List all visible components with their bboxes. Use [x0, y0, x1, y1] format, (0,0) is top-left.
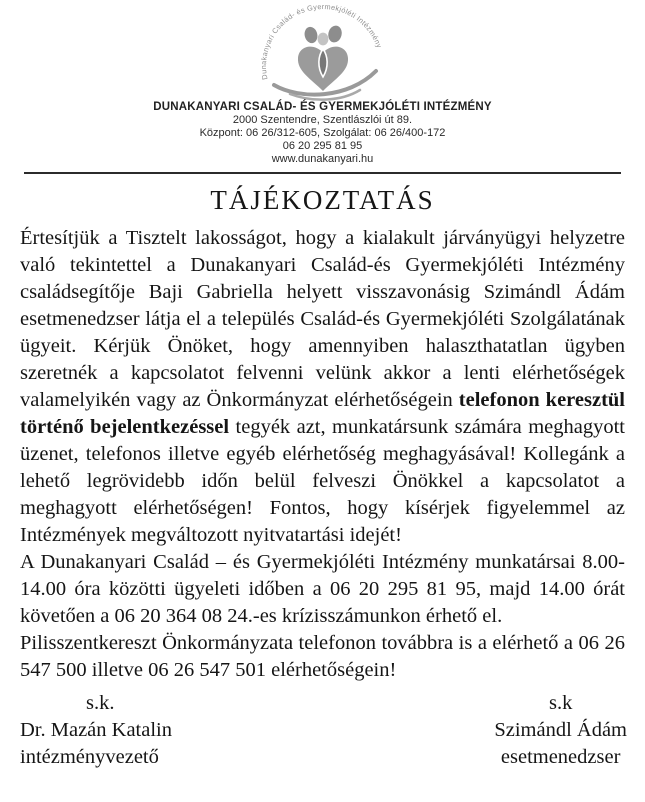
signer-name-left: Dr. Mazán Katalin — [20, 719, 172, 741]
org-mobile: 06 20 295 81 95 — [282, 140, 363, 152]
signer-name-right: Szimándl Ádám — [494, 719, 627, 741]
letterhead — [0, 101, 645, 166]
org-phones: Központ: 06 26/312-605, Szolgálat: 06 26/400-172 — [199, 127, 446, 139]
svg-text:Dunakanyari Család- és Gyermek: Dunakanyari Család- és Gyermekjóléti Intézmény — [258, 5, 384, 81]
signature-right — [494, 690, 627, 771]
paragraph-text: tegyék azt, munkatársunk számára meghagyott üzenet, telefonos illetve egyéb elérhetőség meghagyásával! Kollegánk a lehető legrövidebb időn belül felveszi Önökkel a kapcsolatot a meghagyott elérhetőségen! Fontos, hogy kísérjek figyelemmel az Intézmények megváltozott nyitvatartási idejét! — [20, 416, 625, 546]
org-logo — [0, 0, 645, 101]
family-heart-logo-icon — [238, 5, 408, 101]
child-body-shape — [318, 49, 326, 77]
child-head — [317, 33, 328, 46]
bold-phrase: telefonon keresztül történő bejelentkezéssel — [20, 389, 625, 438]
org-address: 2000 Szentendre, Szentlászlói út 89. — [232, 114, 413, 126]
sk-right: s.k — [548, 692, 573, 714]
paragraph-duty-hours: A Dunakanyari Család – és Gyermekjóléti Intézmény munkatársai 8.00-14.00 óra közötti ügyeleti időben a 06 20 295 81 95, majd 14.00 órát követően a 06 20 364 08 24.-es krízisszámunkon érhető el. — [20, 551, 625, 627]
parent-head-right — [326, 24, 343, 44]
letterhead-divider — [24, 172, 621, 174]
org-name: DUNAKANYARI CSALÁD- ÉS GYERMEKJÓLÉTI INTÉZMÉNY — [153, 101, 492, 113]
sk-left: s.k. — [86, 692, 115, 714]
signature-block — [20, 690, 627, 771]
parent-head-left — [302, 26, 318, 45]
paragraph-municipality: Pilisszentkereszt Önkormányzata telefonon továbbra is a elérhető a 06 26 547 500 illetve 06 26 547 501 elérhetőségein! — [20, 632, 625, 681]
signature-left — [20, 690, 172, 771]
document-body — [20, 225, 625, 684]
signer-role-right: esetmenedzser — [500, 746, 621, 768]
document-title: TÁJÉKOZTATÁS — [210, 185, 435, 215]
paragraph-text: Értesítjük a Tisztelt lakosságot, hogy a kialakult járványügyi helyzetre való tekintettel a Dunakanyari Család-és Gyermekjóléti Intézmény családsegítője Baji Gabriella helyett visszavonásig Szimándl Ádám esetmenedzser látja el a település Család-és Gyermekjóléti Szolgálatának ügyeit. Kérjük Önöket, hogy amennyiben halaszthatatlan ügyben szeretnék a kapcsolatot felvenni velünk akkor a lenti elérhetőségek valamelyikén vagy az Önkormányzat elérhetőségein — [20, 227, 625, 411]
signer-role-left: intézményvezető — [20, 746, 159, 768]
paragraph-announcement — [20, 225, 625, 549]
org-website: www.dunakanyari.hu — [271, 153, 374, 165]
